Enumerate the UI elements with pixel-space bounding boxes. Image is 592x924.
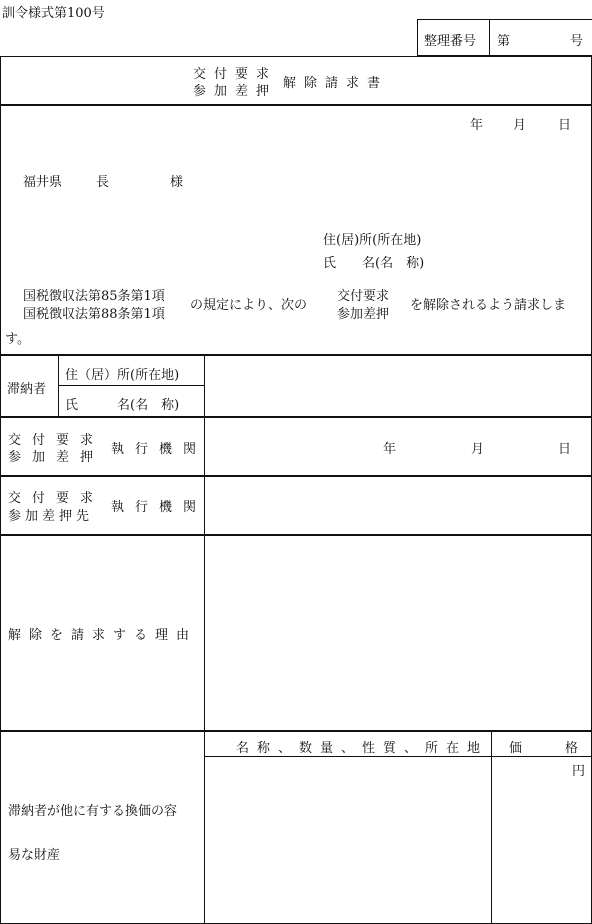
exec-month-label: 月 [471,442,485,457]
property-yen-unit: 円 [572,764,586,779]
reason-label: 解除を請求する理由 [8,628,198,643]
exec-type-1: 交付要求 [8,433,105,448]
reason-field[interactable] [208,538,588,726]
target-type-2: 参加差押先 [8,509,94,524]
addressee-honorific: 様 [170,175,184,190]
date-month-label: 月 [513,118,527,133]
body-middle-text: の規定により、次の [190,298,308,313]
delinquent-name-field[interactable] [208,388,588,413]
law-clause-88: 国税徴収法第88条第1項 [23,307,165,322]
exec-year-label: 年 [383,442,397,457]
serial-go: 号 [570,34,584,49]
target-agency-field[interactable] [208,479,588,531]
delinquent-label: 滞納者 [7,382,47,397]
target-agency-label: 執行機関 [111,500,208,515]
date-day-label: 日 [558,118,572,133]
requester-address-label: 住(居)所(所在地) [323,233,422,248]
form-number-label: 訓令様式第100号 [2,6,105,21]
serial-number-field[interactable] [512,26,562,50]
exec-type-2: 参加差押 [8,450,105,465]
property-price-header-b: 格 [565,741,579,756]
body-type-1: 交付要求 [337,289,390,304]
property-label-line2: 易な財産 [8,848,61,863]
delinquent-name-label: 氏 名(名 称) [65,398,180,413]
property-price-field[interactable] [495,778,588,920]
exec-day-label: 日 [558,442,572,457]
delinquent-address-label: 住（居）所(所在地) [65,368,180,383]
target-type-1: 交付要求 [8,491,105,506]
law-clause-85: 国税徴収法第85条第1項 [23,289,165,304]
title-type-2: 参加差押 [193,84,278,99]
delinquent-address-field[interactable] [208,358,588,383]
property-desc-field[interactable] [208,760,487,920]
body-ending-2: す。 [5,332,30,347]
title-suffix: 解除請求書 [283,76,389,91]
body-type-2: 参加差押 [337,307,390,322]
serial-number-label: 整理番号 [424,34,477,49]
body-ending: を解除されるよう請求しま [410,298,567,313]
serial-dai: 第 [497,34,511,49]
addressee-prefecture: 福井県 [23,175,63,190]
requester-name-label: 氏 名(名 称) [323,256,425,271]
property-price-header-a: 価 [509,741,523,756]
property-label-line1: 滞納者が他に有する換価の容 [8,804,178,819]
title-type-1: 交付要求 [193,67,278,82]
addressee-title: 長 [96,175,110,190]
date-year-label: 年 [470,118,484,133]
property-desc-header: 名称、数量、性質、所在地 [236,741,489,756]
exec-agency-label: 執行機関 [111,442,208,457]
